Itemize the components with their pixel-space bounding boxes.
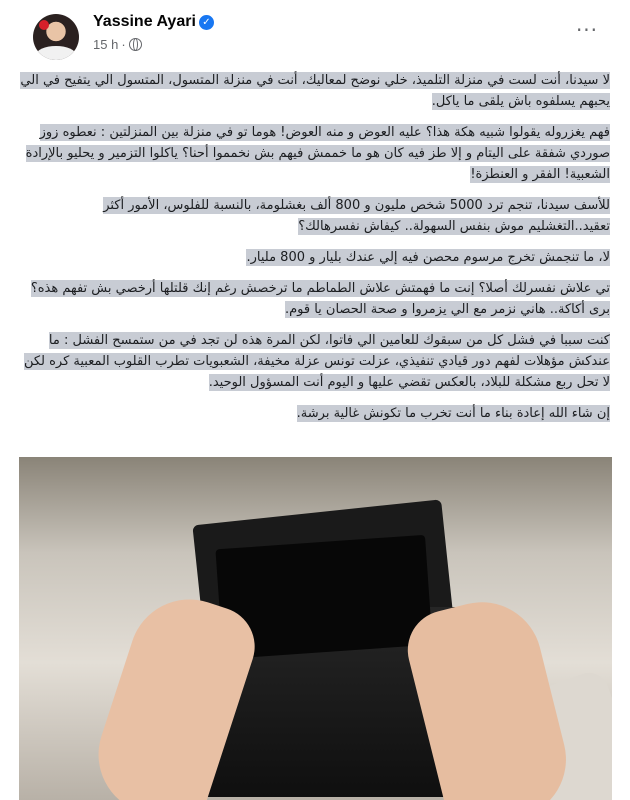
paragraph-text: للأسف سيدنا، تنجم ترد 5000 شخص مليون و 800 ألف بغشلومة، بالنسبة للفلوس، الأمور أكثر تعقيد..التغشليم موش بنفس السهولة.. كيفاش نفسرهالك؟ bbox=[103, 198, 610, 234]
paragraph-text: تي علاش نفسرلك أصلا؟ إنت ما فهمتش علاش الطماطم ما ترخصش رغم إنك قلتلها أرخصي بش تفهم هذه؟ برى أكاكة.. هاني نزمر مع الي يزمروا و صحة الحصان يا قوم. bbox=[30, 281, 610, 317]
avatar-badge bbox=[39, 20, 49, 30]
meta-separator: · bbox=[121, 37, 126, 52]
post-paragraph bbox=[20, 122, 610, 185]
paragraph-text: كنت سببا في فشل كل من سبقوك للعامين الي فاتوا، لكن المرة هذه لن تجد في من ستمسح الفشل : ما عندكش مؤهلات لفهم دور قيادي تنفيذي، عزلت تونس عزلة مخيفة، الشعبويات تطرب القلوب المعبية كره لكن لا تحل ربع مشكلة للبلاد، بالعكس تقضي عليها و اليوم أنت المسؤول الوحيد. bbox=[23, 333, 610, 390]
globe-icon[interactable] bbox=[129, 38, 142, 51]
author-name[interactable]: Yassine Ayari bbox=[93, 13, 196, 30]
post-paragraph bbox=[20, 70, 610, 112]
avatar-shirt bbox=[36, 46, 76, 60]
post-body bbox=[20, 70, 610, 434]
post-header bbox=[33, 10, 610, 58]
post-photo-empty-wallet[interactable] bbox=[19, 457, 612, 800]
more-options-icon[interactable]: ··· bbox=[575, 18, 599, 42]
paragraph-text: إن شاء الله إعادة بناء ما أنت تخرب ما تكونش غالية برشة. bbox=[296, 406, 610, 421]
post-meta bbox=[93, 37, 142, 52]
post-paragraph bbox=[20, 278, 610, 320]
paragraph-text: لا سيدنا، أنت لست في منزلة التلميذ، خلي نوضح لمعاليك، أنت في منزلة المتسول، المتسول الي يتفيح في الي يحبهم يسلفوه باش يلقى ما ياكل. bbox=[20, 73, 610, 109]
post-paragraph bbox=[20, 247, 610, 268]
paragraph-text: فهم يغزروله يقولوا شبيه هكة هذا؟ عليه العوض و منه العوض! هوما تو في منزلة بين المنزلتين : نعطوه زوز صوردي شفقة على اليتام و إلا طز فيه كان هو ما خممش فيهم بش نخمموا أحنا؟ ياكلوا التزمير و يحليو بالإرادة الشعبية! الفقر و العنطزة! bbox=[25, 125, 610, 182]
post-paragraph bbox=[20, 403, 610, 424]
post-paragraph bbox=[20, 330, 610, 393]
author-avatar[interactable] bbox=[33, 14, 79, 60]
post-paragraph bbox=[20, 195, 610, 237]
verified-badge-icon: ✓ bbox=[199, 15, 214, 30]
post-time[interactable]: 15 h bbox=[93, 37, 119, 52]
paragraph-text: لا، ما تنجمش تخرج مرسوم محصن فيه إلي عندك بليار و 800 مليار. bbox=[246, 250, 610, 265]
